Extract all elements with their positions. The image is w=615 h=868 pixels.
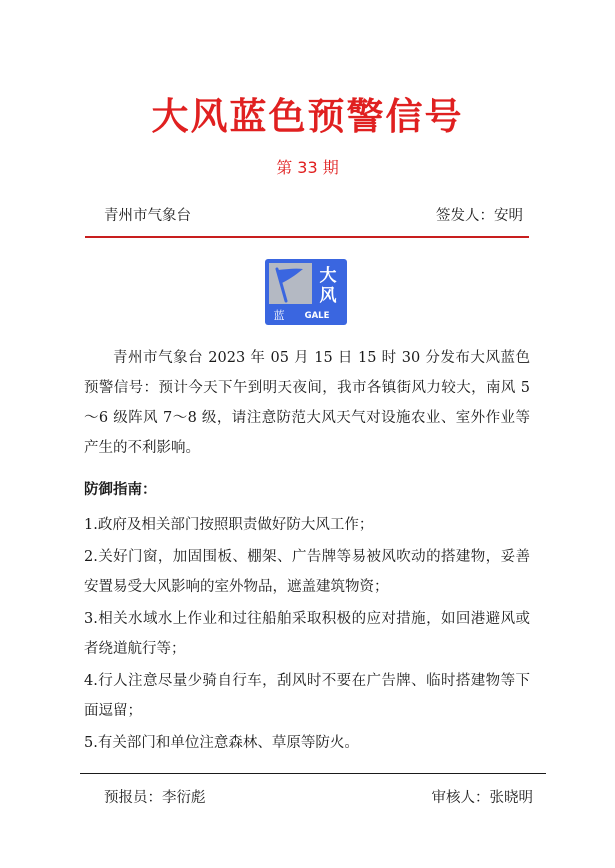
footer-divider xyxy=(80,773,546,774)
issuer-name: 青州市气象台 xyxy=(104,208,191,224)
guidance-list xyxy=(84,510,530,760)
header-divider xyxy=(85,236,529,238)
guidance-item: 2.关好门窗，加固围板、棚架、广告牌等易被风吹动的搭建物，妥善安置易受大风影响的室外物品，遮盖建筑物资； xyxy=(84,549,530,595)
guidance-item: 5.有关部门和单位注意森林、草原等防火。 xyxy=(84,735,359,751)
issue-number: 第 33 期 xyxy=(276,158,339,177)
icon-english-label: GALE xyxy=(304,311,330,321)
icon-glyph-top: 大 xyxy=(319,266,337,286)
warning-paragraph: 青州市气象台 2023 年 05 月 15 日 15 时 30 分发布大风蓝色预警信号：预计今天下午到明天夜间，我市各镇街风力较大，南风 5～6 级阵风 7～8 级，请注意防范大风天气对设施农业、室外作业等产生的不利影响。 xyxy=(84,350,530,456)
reviewer-name: 审核人：张晓明 xyxy=(431,790,533,806)
guidance-title: 防御指南： xyxy=(84,482,157,498)
gale-blue-warning-icon xyxy=(265,259,347,325)
icon-glyph-bottom: 风 xyxy=(319,286,337,306)
issuer-row xyxy=(104,204,523,225)
guidance-item: 3.相关水域水上作业和过往船舶采取积极的应对措施，如回港避风或者绕道航行等； xyxy=(84,611,530,657)
forecaster-name: 预报员：李衍彪 xyxy=(104,790,206,806)
footer-row xyxy=(104,786,533,807)
guidance-item: 4.行人注意尽量少骑自行车，刮风时不要在广告牌、临时搭建物等下面逗留； xyxy=(84,673,530,719)
signer-name: 签发人：安明 xyxy=(436,208,523,224)
document-title: 大风蓝色预警信号 xyxy=(151,95,464,138)
icon-color-label: 蓝 xyxy=(273,309,285,322)
guidance-item: 1.政府及相关部门按照职责做好防大风工作； xyxy=(84,517,374,533)
